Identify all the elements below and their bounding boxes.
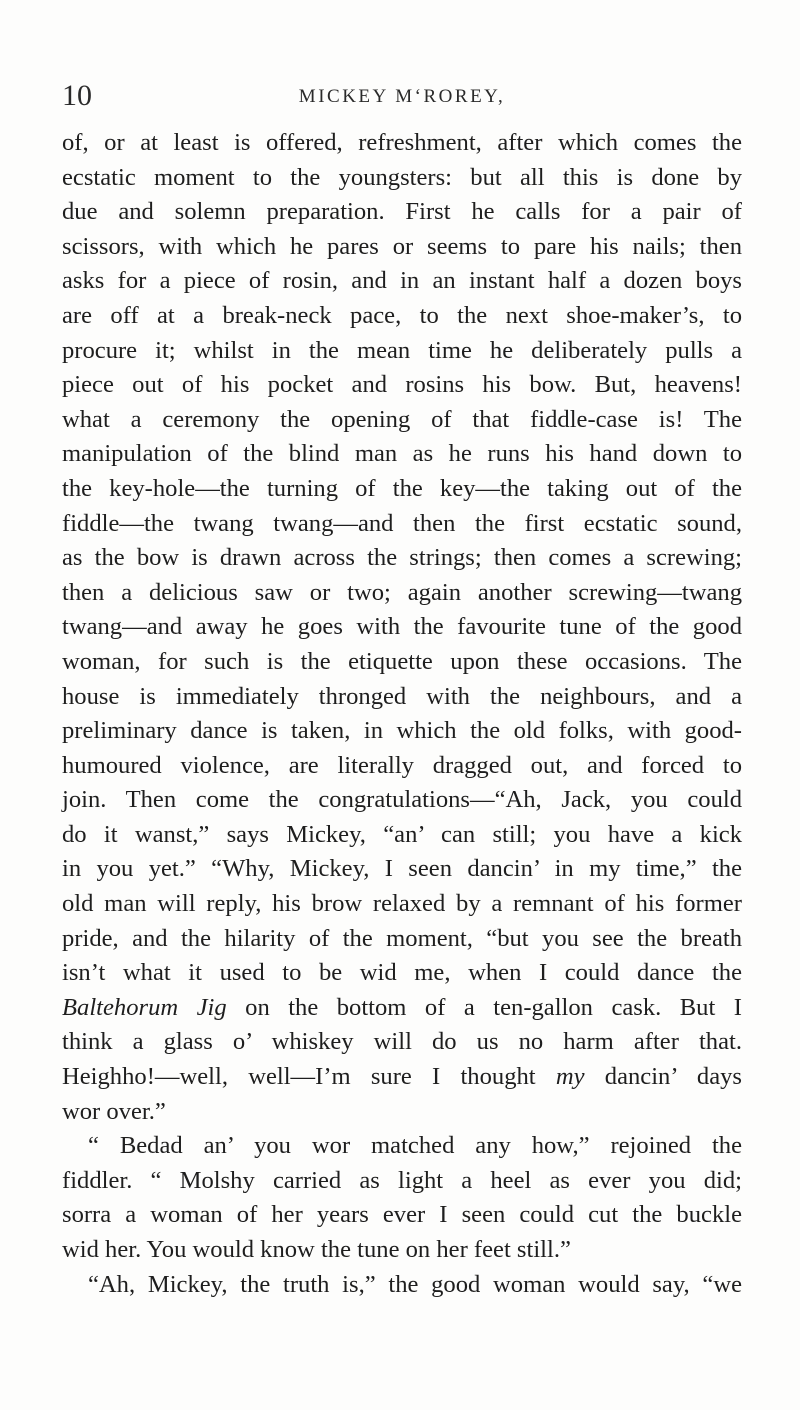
text-line: the key-hole—the turning of the key—the taking out of the xyxy=(62,474,742,502)
text-line: humoured violence, are literally dragged out, and forced to xyxy=(62,751,742,779)
text-line: “ Bedad an’ you wor matched any how,” rejoined the xyxy=(88,1132,742,1160)
text-line: pride, and the hilarity of the moment, “but you see the breath xyxy=(62,924,742,952)
italic-my: my xyxy=(555,1063,585,1091)
text-line: isn’t what it used to be wid me, when I could dance the xyxy=(62,959,742,987)
text-line: house is immediately thronged with the neighbours, and a xyxy=(62,682,742,710)
text-line: are off at a break-neck pace, to the next shoe-maker’s, to xyxy=(62,301,742,329)
text-line: fiddle—the twang twang—and then the first ecstatic sound, xyxy=(62,509,742,537)
page-header xyxy=(62,78,742,114)
text-line: ecstatic moment to the youngsters: but all this is done by xyxy=(62,163,742,191)
text-line: fiddler. “ Molshy carried as light a heel as ever you did; xyxy=(62,1166,742,1194)
text-line: old man will reply, his brow relaxed by a remnant of his former xyxy=(62,890,742,918)
text-line: due and solemn preparation. First he calls for a pair of xyxy=(62,198,742,226)
text-line: scissors, with which he pares or seems to pare his nails; then xyxy=(62,232,742,260)
running-head: MICKEY M‘ROREY, xyxy=(298,86,506,107)
text-line: asks for a piece of rosin, and in an instant half a dozen boys xyxy=(62,267,742,295)
text-line: what a ceremony the opening of that fiddle-case is! The xyxy=(62,405,742,433)
text-line: manipulation of the blind man as he runs his hand down to xyxy=(62,440,742,468)
text-line: join. Then come the congratulations—“Ah, Jack, you could xyxy=(62,786,742,814)
text-line: wor over.” xyxy=(62,1097,166,1125)
italic-jig-name: Baltehorum Jig xyxy=(62,993,227,1021)
text-fragment: on the bottom of a ten-gallon cask. But I xyxy=(245,993,742,1021)
text-line: of, or at least is offered, refreshment, after which comes the xyxy=(62,129,742,156)
body-text xyxy=(62,126,742,1302)
text-line: procure it; whilst in the mean time he deliberately pulls a xyxy=(62,336,742,364)
text-line: piece out of his pocket and rosins his bow. But, heavens! xyxy=(62,371,742,399)
text-line: preliminary dance is taken, in which the old folks, with good- xyxy=(62,717,742,745)
text-line: then a delicious saw or two; again another screwing—twang xyxy=(62,578,742,606)
text-line: think a glass o’ whiskey will do us no harm after that. xyxy=(62,1028,742,1056)
text-line-with-italic xyxy=(62,991,742,1026)
page-number: 10 xyxy=(62,79,92,112)
text-line: as the bow is drawn across the strings; then comes a screwing; xyxy=(62,544,742,572)
text-line: twang—and away he goes with the favourite tune of the good xyxy=(62,613,742,641)
text-line: sorra a woman of her years ever I seen could cut the buckle xyxy=(62,1201,742,1229)
text-line-with-italic xyxy=(62,1060,742,1095)
text-fragment: dancin’ days xyxy=(604,1063,742,1091)
text-fragment: Heighho!—well, well—I’m sure I thought xyxy=(62,1063,556,1091)
text-line: in you yet.” “Why, Mickey, I seen dancin’ in my time,” the xyxy=(62,855,742,883)
text-line: do it wanst,” says Mickey, “an’ can still; you have a kick xyxy=(62,820,742,848)
text-line: “Ah, Mickey, the truth is,” the good woman would say, “we xyxy=(88,1270,742,1298)
text-line: woman, for such is the etiquette upon these occasions. The xyxy=(62,647,742,675)
text-line: wid her. You would know the tune on her feet still.” xyxy=(62,1236,571,1263)
